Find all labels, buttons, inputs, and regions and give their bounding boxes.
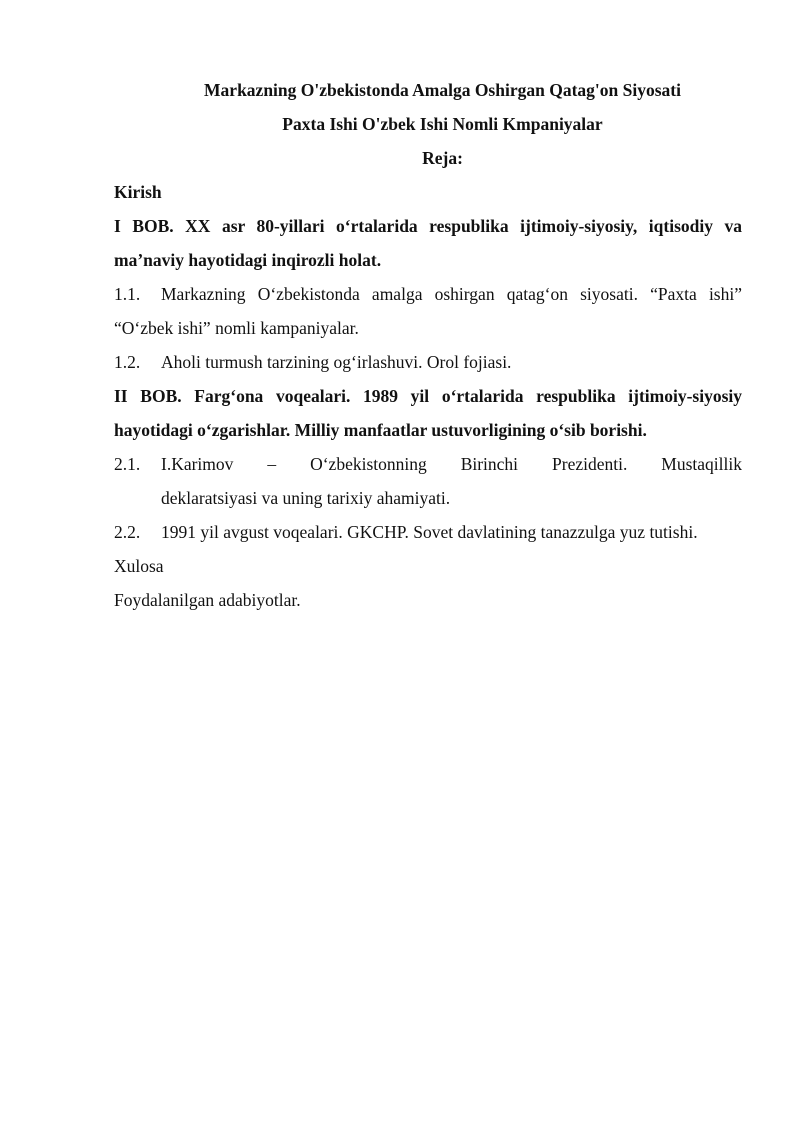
toc-item-1-1-number: 1.1. — [114, 284, 141, 304]
toc-chapter-2: II BOB. Farg‘ona voqealari. 1989 yil o‘rtalarida respublika ijtimoiy-siyosiy hayotidagi o‘zgarishlar. Milliy manfaatlar ustuvorligining o‘sib borishi. — [114, 386, 742, 440]
toc-item-2-2-text: 1991 yil avgust voqealari. GKCHP. Sovet davlatining tanazzulga yuz tutishi. — [161, 522, 698, 542]
document-title-line-2: Paxta Ishi O'zbek Ishi Nomli Kmpaniyalar — [282, 114, 603, 134]
toc-intro: Kirish — [114, 182, 162, 202]
toc-chapter-1: I BOB. XX asr 80-yillari o‘rtalarida respublika ijtimoiy-siyosiy, iqtisodiy va ma’naviy hayotidagi inqirozli holat. — [114, 216, 742, 270]
toc-conclusion: Xulosa — [114, 556, 164, 576]
toc-item-1-1-text: Markazning O‘zbekistonda amalga oshirgan qatag‘on siyosati. “Paxta ishi” “O‘zbek ishi” nomli kampaniyalar. — [114, 284, 742, 338]
toc-item-2-2-number: 2.2. — [114, 522, 141, 542]
toc-item-2-1-text — [161, 447, 742, 515]
toc-item-2-1-text-line-2: deklaratsiyasi va uning tarixiy ahamiyati. — [161, 488, 451, 508]
toc-item-1-2-number: 1.2. — [114, 352, 141, 372]
toc-references: Foydalanilgan adabiyotlar. — [114, 590, 301, 610]
toc-item-2-1-number: 2.1. — [114, 454, 141, 474]
plan-heading: Reja: — [422, 148, 463, 168]
toc-item-1-2-text: Aholi turmush tarzining og‘irlashuvi. Orol fojiasi. — [161, 352, 512, 372]
toc-item-2-2 — [114, 515, 742, 549]
toc-item-2-1 — [114, 447, 742, 515]
toc-item-1-1 — [114, 277, 742, 345]
toc-item-1-2 — [114, 345, 742, 379]
document-title-line-1: Markazning O'zbekistonda Amalga Oshirgan Qatag'on Siyosati — [204, 80, 681, 100]
document-page — [114, 73, 742, 617]
toc-item-2-1-text-line-1: I.Karimov – O‘zbekistonning Birinchi Prezidenti. Mustaqillik — [161, 454, 742, 474]
